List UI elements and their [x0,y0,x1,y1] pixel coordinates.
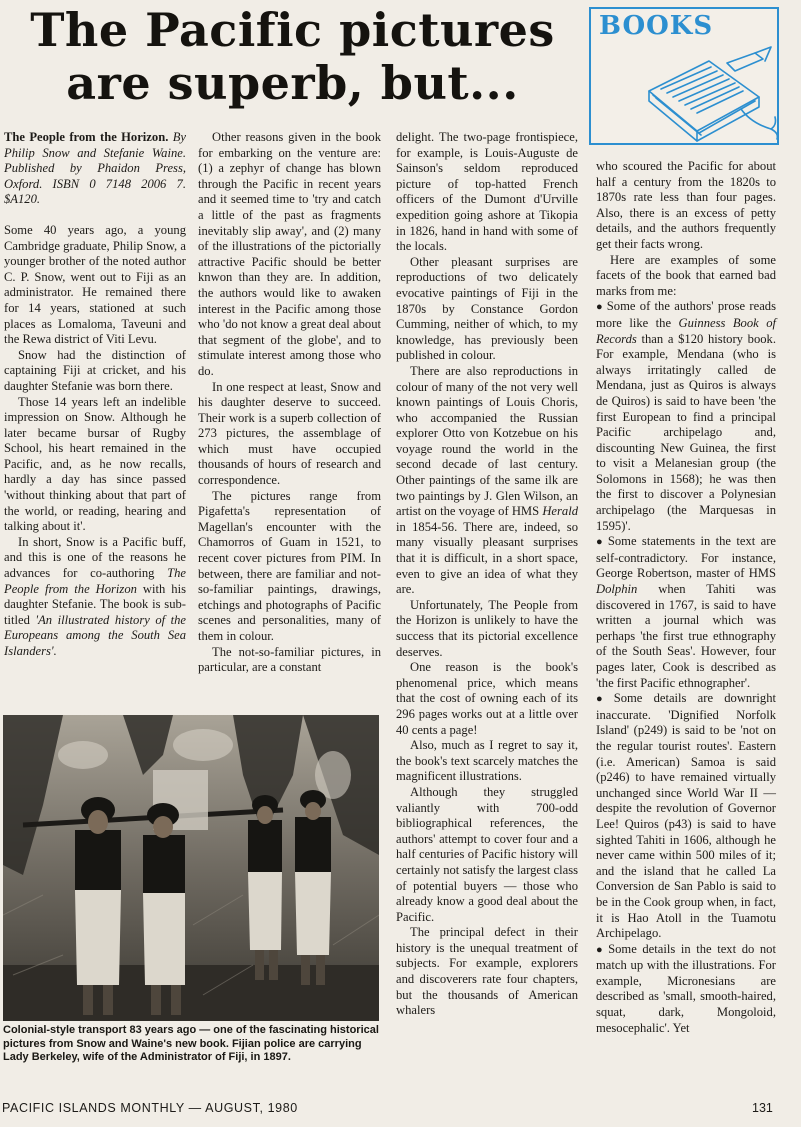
paragraph: Here are examples of some facets of the book that earned bad marks from me: [596,252,776,298]
paragraph [396,364,578,598]
photo-caption: Colonial-style transport 83 years ago — one of the fascinating historical pictures from Snow and Waine's new book. Fijian police are carrying Lady Berkeley, wife of the Administrator of Fiji, in 1897. [3,1024,379,1063]
headline [0,4,585,110]
book-reference [4,130,186,208]
column-3 [396,130,578,1019]
book-title-italic: Guinness Book of Records [596,315,776,346]
section-label: BOOKS [599,11,714,41]
paragraph: In one respect at least, Snow and his daughter deserve to succeed. Their work is a superb collection of 273 pictures, the assemblage of which must have occupied thousands of hours of research and correspondence. [198,379,381,488]
text-run: In short, Snow is a Pacific buff, and this is one of the reasons he advances for co-authoring [4,534,186,581]
book-pen-icon [631,43,781,143]
text-run: than a $120 history book. For example, Mendana (who is always irritatingly called de Mendana, just as Quiros is always de Quiros) is said to have been 'the first European to find a principal Pacific archipelago and, discounting New Guinea, the first to visit a Melanesian group (the Solomons in 1568); he was then the first to discover a Polynesian archipelago (the Marquesas in 1595)'. [596,331,776,533]
historical-photo [3,715,379,1021]
text-run: when Tahiti was discovered in 1767, is said to have written a journal which was perhaps 'the first true ethnography of the South Seas'. However, four pages later, Cook is described as 'the first Pacific ethnographer'. [596,582,776,690]
footer-publication: PACIFIC ISLANDS MONTHLY — AUGUST, 1980 [2,1101,298,1115]
column-1 [4,130,186,660]
book-title: The People from the Horizon. [4,130,169,144]
column-2 [198,130,381,676]
text-run: Some statements in the text are self-contradictory. For instance, George Robertson, master of HMS [596,534,776,581]
paragraph: Although they struggled valiantly with 700-odd bibliographical references, the authors' attempt to cover four and a half centuries of Pacific history will certainly not satisfy the largest class of potential buyers — those who already know a good deal about the Pacific. [396,784,578,924]
bullet-icon: ● [596,943,606,956]
paragraph: Some 40 years ago, a young Cambridge graduate, Philip Snow, a younger brother of the noted author C. P. Snow, went out to Fiji as an administrator. He remained there for 14 years, stationed at such places as Lomaloma, Taveuni and the Rewa district of Viti Levu. [4,222,186,347]
headline-line-2: are superb, but... [66,56,519,110]
paragraph: Also, much as I regret to say it, the book's text scarcely matches the magnificent illustrations. [396,738,578,784]
text-run: with his daughter Stefanie. The book is sub-titled [4,581,187,627]
bullet-icon: ● [596,693,611,706]
paragraph: Unfortunately, The People from the Horizon is unlikely to have the success that its pictorial excellence deserves. [396,597,578,659]
page-number: 131 [752,1101,773,1115]
paragraph: The not-so-familiar pictures, in particular, are a constant [198,644,381,675]
paragraph: Snow had the distinction of captaining Fiji at cricket, and his daughter Stefanie was born there. [4,347,186,393]
paragraph: Other pleasant surprises are reproductions of two delicately evocative paintings of Fiji in the 1870s by Constance Gordon Cumming, neither of which, to my knowledge, has previously been published in colour. [396,254,578,363]
paragraph: Those 14 years left an indelible impression on Snow. Although he later became bursar of Rugby School, his heart remained in the Pacific, and, as he now recalls, hardly a day has since passed 'without thinking about that part of the world, or reading, hearing and talking about it'. [4,394,186,534]
paragraph: The pictures range from Pigafetta's representation of Magellan's encounter with the Chamorros of Guam in 1521, to recent cover pictures from PIM. In between, there are familiar and not-so-familiar paintings, drawings, etchings and photographs of Pacific scenes and personalities, many of them in colour. [198,488,381,643]
section-label-box [589,7,779,145]
bullet-icon: ● [596,536,605,549]
text-run: Some details are downright inaccurate. 'Dignified Norfolk Island' (p249) is said to be 'not on the regular tourist routes'. Eastern (i.e. American) Samoa is said (p246) to have remained virtually unchanged since World War II — despite the revolution of Governor Lee! Quiros (p43) is said to have sighted Tahiti in 1606, although he never came within 500 miles of it; and the island that he called La Conversion de San Pablo is said to be in the Cook group when, in fact, it is Hao Atoll in the Tuamotu Archipelago. [596,691,776,941]
bullet-item [596,691,776,942]
text-run: in 1854-56. There are, indeed, so many visually pleasant surprises that it is difficult, in a short space, even to give an idea of what they are. [396,519,578,597]
text-run: Some of the authors' prose reads more like the [596,299,776,330]
paragraph: who scoured the Pacific for about half a century from the 1820s to 1870s rate less than four pages. Also, there is an excess of petty details, and the authors frequently get their facts wrong. [596,159,776,251]
bullet-item [596,299,776,534]
bullet-icon: ● [596,301,604,314]
paragraph: delight. The two-page frontispiece, for example, is Louis-Auguste de Sainson's seldom reproduced picture of top-hatted French officers of the Dumont d'Urville expedition going ashore at Tikopia in 1826, hand in hand with some of the locals. [396,130,578,254]
book-details: By Philip Snow and Stefanie Waine. Published by Phaidon Press, Oxford. ISBN 0 7148 2006 7. $A120. [4,130,186,207]
paragraph: One reason is the book's phenomenal price, which means that the cost of owning each of its 296 pages works out at a little over 40 cents a page! [396,660,578,737]
photo-illustration [3,715,379,1021]
text-run: Some details in the text do not match up with the illustrations. For example, Micronesians are described as 'small, smooth-haired, squat, dark, Mongoloid, mesocephalic'. Yet [596,941,776,1035]
paragraph [4,535,186,660]
column-4 [596,159,776,1036]
book-title-italic: The People from the Horizon [4,566,186,596]
bullet-item [596,534,776,691]
bullet-item [596,942,776,1037]
headline-line-1: The Pacific pictures [30,3,555,57]
paragraph: Other reasons given in the book for embarking on the venture are: (1) a zephyr of change has blown through the Pacific in recent years and it seemed time to 'try and catch a little of the past as fragments inevitably slip away', and (2) many of the illustrations of the pictorially attractive Pacific should be better knwon than they are. In addition, the authors would like to awaken interest in the Pacific among those who 'do not know a great deal about that segment of the globe', and to stimulate interest among those who do. [198,130,381,378]
ship-name: Herald [542,504,578,519]
ship-name: Dolphin [596,582,638,597]
text-run: There are also reproductions in colour of many of the not very well known paintings of Louis Choris, who accompanied the Russian explorer Otto von Kotzebue on his voyage round the world in the second decade of last century. Other paintings of the same ilk are two paintings by J. Glen Wilson, an artist on the voyage of HMS [396,363,578,519]
subtitle-italic: 'An illustrated history of the Europeans among the South Sea Islanders'. [4,612,187,658]
paragraph: The principal defect in their history is the unequal treatment of subjects. For example, explorers and discoverers rate four chapters, but the thousands of American whalers [396,925,578,1018]
